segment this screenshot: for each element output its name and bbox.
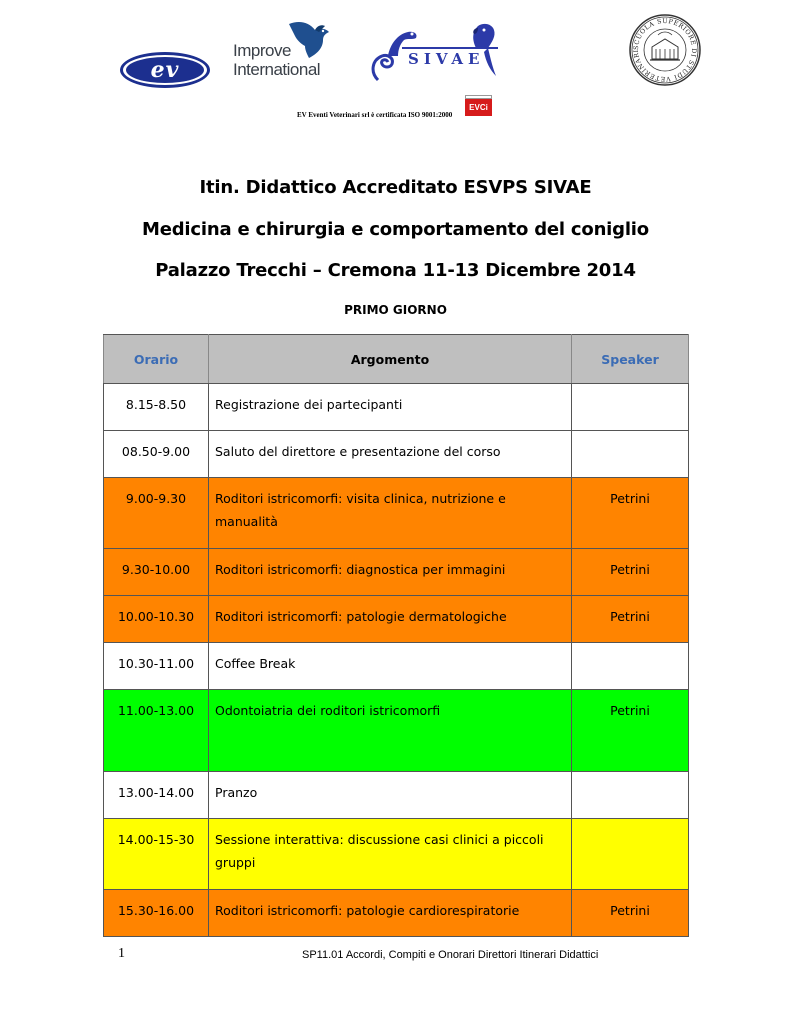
header-time: Orario xyxy=(104,335,209,384)
ev-logo xyxy=(120,52,210,88)
improve-international-logo xyxy=(233,18,333,82)
row-speaker: Petrini xyxy=(572,478,689,549)
row-time: 15.30-16.00 xyxy=(104,890,209,937)
row-time: 13.00-14.00 xyxy=(104,772,209,819)
table-row xyxy=(104,384,689,431)
row-speaker: Petrini xyxy=(572,549,689,596)
sivae-text: SIVAE xyxy=(408,50,485,68)
row-speaker: Petrini xyxy=(572,690,689,772)
row-time: 9.00-9.30 xyxy=(104,478,209,549)
row-topic: Odontoiatria dei roditori istricomorfi xyxy=(209,690,572,772)
improve-text: Improve xyxy=(233,41,291,60)
eagle-icon xyxy=(285,18,331,64)
row-topic: Roditori istricomorfi: patologie cardiorespiratorie xyxy=(209,890,572,937)
schedule-header-row xyxy=(104,335,689,384)
course-subject: Medicina e chirurgia e comportamento del coniglio xyxy=(142,219,649,240)
table-row xyxy=(104,596,689,643)
table-row xyxy=(104,643,689,690)
table-row xyxy=(104,890,689,937)
table-row xyxy=(104,819,689,890)
row-topic: Roditori istricomorfi: patologie dermatologiche xyxy=(209,596,572,643)
row-time: 08.50-9.00 xyxy=(104,431,209,478)
table-row xyxy=(104,549,689,596)
page-number: 1 xyxy=(118,946,125,961)
header-topic: Argomento xyxy=(209,335,572,384)
row-time: 10.30-11.00 xyxy=(104,643,209,690)
ev-logo-text: ev xyxy=(150,57,180,83)
row-topic: Roditori istricomorfi: visita clinica, nutrizione e manualità xyxy=(209,478,572,549)
row-time: 10.00-10.30 xyxy=(104,596,209,643)
course-title: Itin. Didattico Accreditato ESVPS SIVAE xyxy=(199,177,592,198)
seal-icon xyxy=(628,13,702,87)
row-speaker xyxy=(572,431,689,478)
row-speaker xyxy=(572,772,689,819)
international-text: International xyxy=(233,60,321,79)
row-speaker xyxy=(572,643,689,690)
svg-text:SCUOLA SUPERIORE DI STUDI VETE: SCUOLA SUPERIORE DI STUDI VETERINARI xyxy=(632,17,698,83)
school-seal-logo xyxy=(628,13,702,87)
row-time: 14.00-15-30 xyxy=(104,819,209,890)
table-row xyxy=(104,690,689,772)
table-row xyxy=(104,478,689,549)
row-speaker xyxy=(572,384,689,431)
row-topic: Saluto del direttore e presentazione del corso xyxy=(209,431,572,478)
row-time: 9.30-10.00 xyxy=(104,549,209,596)
schedule-table xyxy=(103,334,689,937)
row-topic: Roditori istricomorfi: diagnostica per immagini xyxy=(209,549,572,596)
header-speaker: Speaker xyxy=(572,335,689,384)
sivae-logo xyxy=(368,22,503,86)
course-venue-date: Palazzo Trecchi – Cremona 11-13 Dicembre 2014 xyxy=(155,260,636,281)
row-speaker xyxy=(572,819,689,890)
table-row xyxy=(104,431,689,478)
footer-document-code: SP11.01 Accordi, Compiti e Onorari Direttori Itinerari Didattici xyxy=(302,949,599,961)
row-topic: Registrazione dei partecipanti xyxy=(209,384,572,431)
row-topic: Sessione interattiva: discussione casi clinici a piccoli gruppi xyxy=(209,819,572,890)
certification-text: EV Eventi Veterinari srl è certificata ISO 9001:2000 xyxy=(297,111,453,119)
table-row xyxy=(104,772,689,819)
row-topic: Pranzo xyxy=(209,772,572,819)
row-time: 11.00-13.00 xyxy=(104,690,209,772)
row-time: 8.15-8.50 xyxy=(104,384,209,431)
certification-badge: EVCi xyxy=(465,99,492,116)
ev-logo-oval xyxy=(126,57,204,83)
row-speaker: Petrini xyxy=(572,890,689,937)
row-speaker: Petrini xyxy=(572,596,689,643)
day-label: PRIMO GIORNO xyxy=(344,303,447,317)
row-topic: Coffee Break xyxy=(209,643,572,690)
